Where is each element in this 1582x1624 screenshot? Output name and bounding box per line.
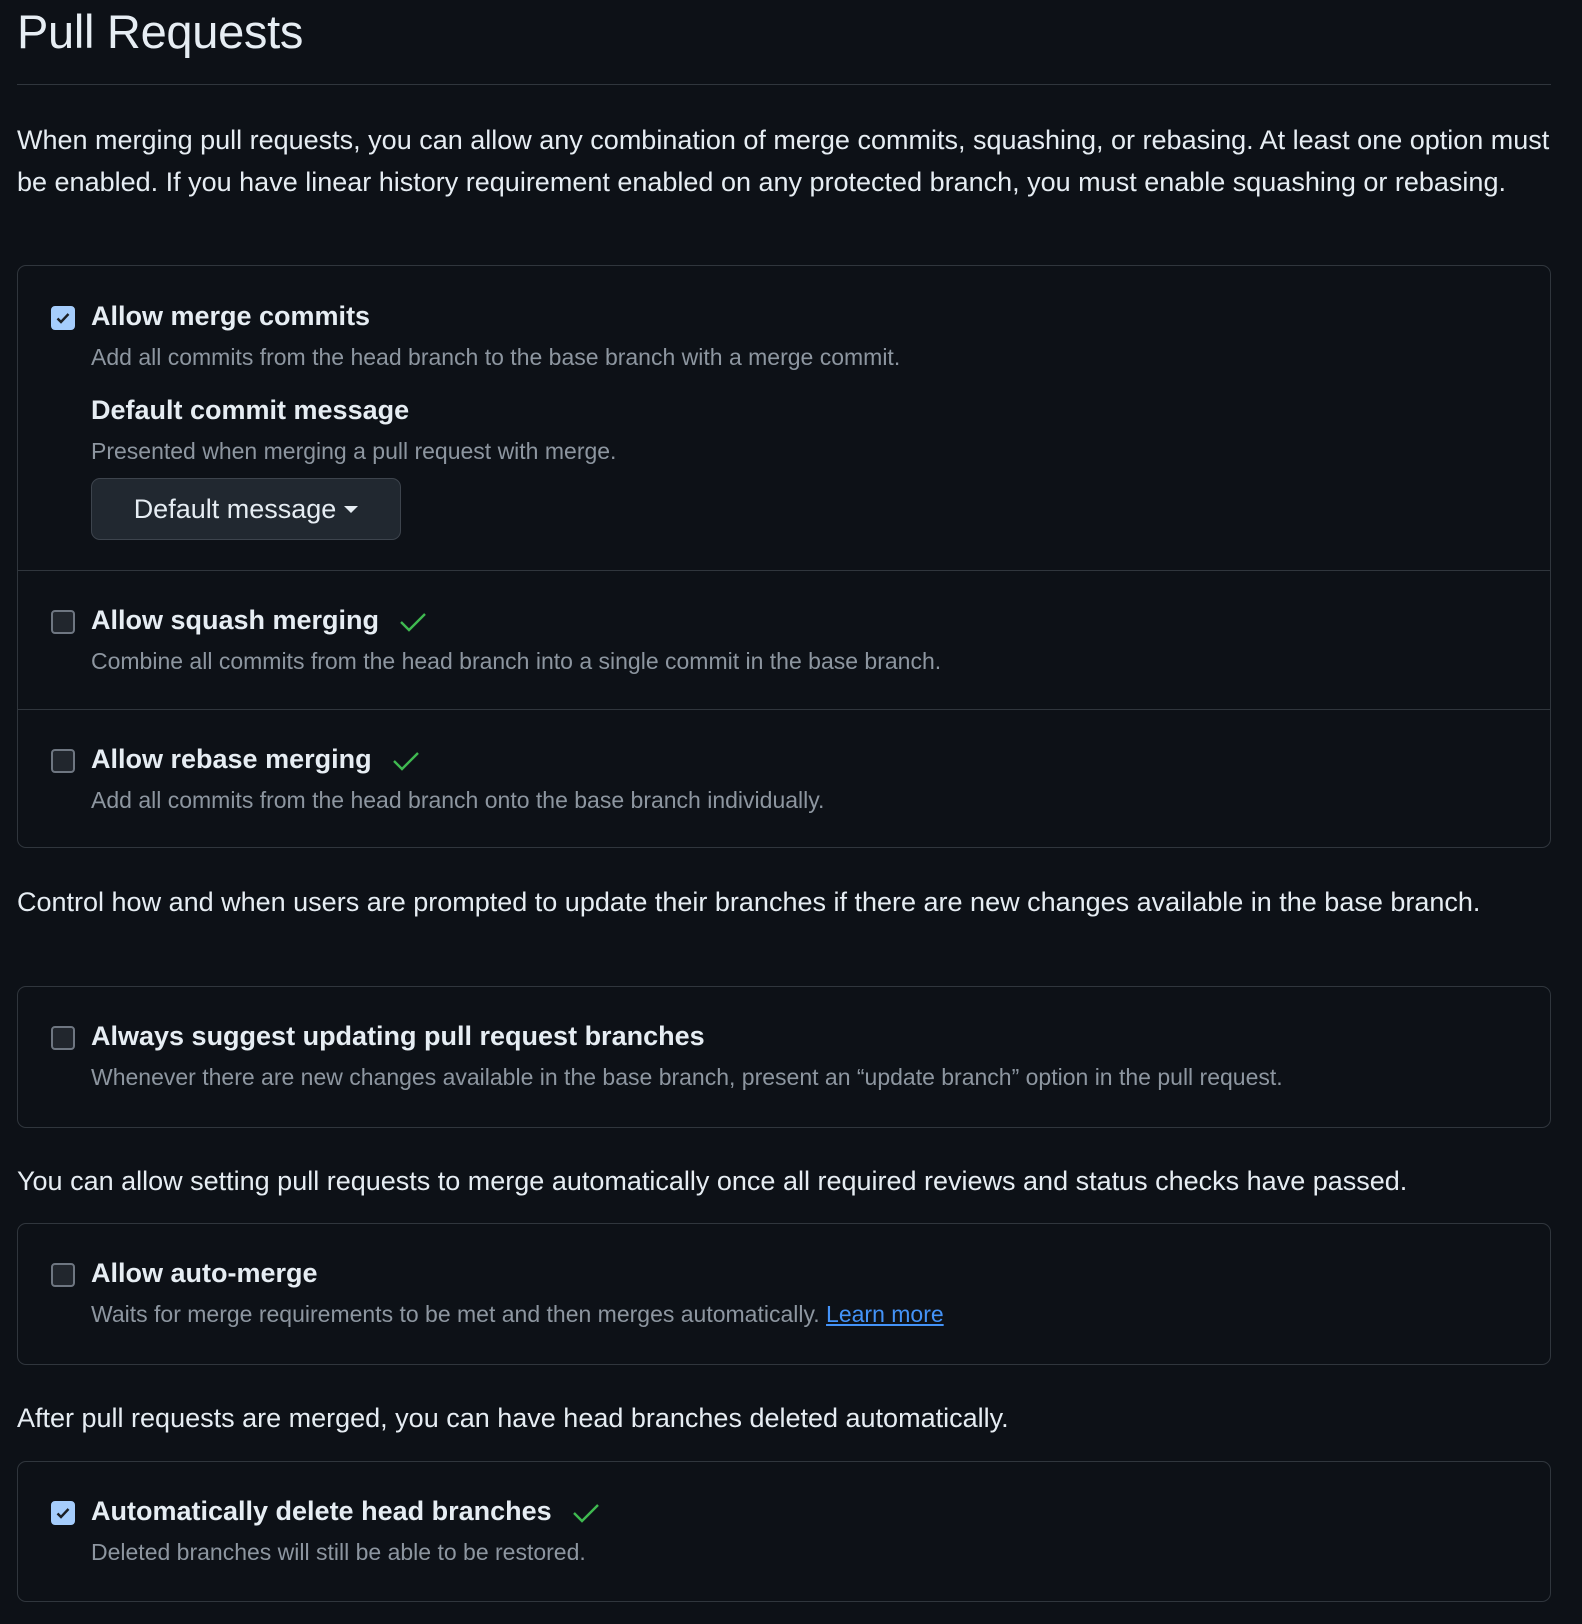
- allow-rebase-merging-label: [91, 744, 420, 775]
- auto-merge-intro: You can allow setting pull requests to merge automatically once all required reviews and status checks have passed.: [17, 1166, 1408, 1196]
- allow-merge-commits-checkbox[interactable]: [51, 306, 75, 330]
- merge-commits-row: [18, 266, 1550, 570]
- checkmark-icon: [55, 1505, 71, 1521]
- rebase-merging-row: [18, 709, 1550, 847]
- auto-delete-branches-checkbox[interactable]: [51, 1501, 75, 1525]
- auto-delete-branches-text: Automatically delete head branches: [91, 1496, 552, 1526]
- delete-intro: After pull requests are merged, you can have head branches deleted automatically.: [17, 1403, 1009, 1433]
- allow-squash-merging-label: [91, 605, 427, 636]
- delete-branches-box: [17, 1461, 1551, 1602]
- default-message-dropdown[interactable]: [91, 478, 401, 540]
- allow-auto-merge-checkbox[interactable]: [51, 1263, 75, 1287]
- always-suggest-updating-checkbox[interactable]: [51, 1026, 75, 1050]
- check-success-icon: [399, 611, 427, 633]
- learn-more-link[interactable]: Learn more: [826, 1301, 944, 1327]
- always-suggest-updating-desc: Whenever there are new changes available in the base branch, present an “update branch” option in the pull request.: [91, 1064, 1283, 1090]
- allow-auto-merge-desc: [91, 1301, 944, 1328]
- allow-merge-commits-desc: Add all commits from the head branch to the base branch with a merge commit.: [91, 344, 901, 370]
- check-success-icon: [572, 1502, 600, 1524]
- allow-squash-merging-text: Allow squash merging: [91, 605, 380, 635]
- allow-rebase-merging-desc: Add all commits from the head branch onto the base branch individually.: [91, 787, 825, 813]
- merge-options-box: [17, 265, 1551, 848]
- allow-rebase-merging-checkbox[interactable]: [51, 749, 75, 773]
- divider: [17, 84, 1551, 85]
- auto-delete-branches-label: [91, 1496, 600, 1527]
- default-message-label: Default message: [133, 493, 337, 524]
- page-title: Pull Requests: [17, 5, 304, 58]
- allow-auto-merge-desc-text: Waits for merge requirements to be met and then merges automatically.: [91, 1301, 820, 1327]
- update-intro: Control how and when users are prompted to update their branches if there are new changes available in the base branch.: [17, 887, 1481, 917]
- squash-merging-row: [18, 570, 1550, 709]
- default-commit-label: Default commit message: [91, 395, 410, 425]
- update-branch-box: [17, 986, 1551, 1128]
- allow-auto-merge-label: Allow auto-merge: [91, 1258, 318, 1288]
- allow-rebase-merging-text: Allow rebase merging: [91, 744, 372, 774]
- auto-merge-box: [17, 1223, 1551, 1365]
- checkmark-icon: [55, 310, 71, 326]
- always-suggest-updating-label: Always suggest updating pull request branches: [91, 1021, 705, 1051]
- check-success-icon: [392, 750, 420, 772]
- allow-squash-merging-desc: Combine all commits from the head branch into a single commit in the base branch.: [91, 648, 942, 674]
- merge-intro: When merging pull requests, you can allow any combination of merge commits, squashing, or rebasing. At least one option must be enabled. If you have linear history requirement enabled on any protected branch, you must enable squashing or rebasing.: [17, 125, 1550, 197]
- default-commit-desc: Presented when merging a pull request with merge.: [91, 438, 617, 464]
- caret-down-icon: [344, 506, 358, 513]
- allow-merge-commits-label: Allow merge commits: [91, 301, 371, 331]
- allow-squash-merging-checkbox[interactable]: [51, 610, 75, 634]
- auto-delete-branches-desc: Deleted branches will still be able to be restored.: [91, 1539, 586, 1565]
